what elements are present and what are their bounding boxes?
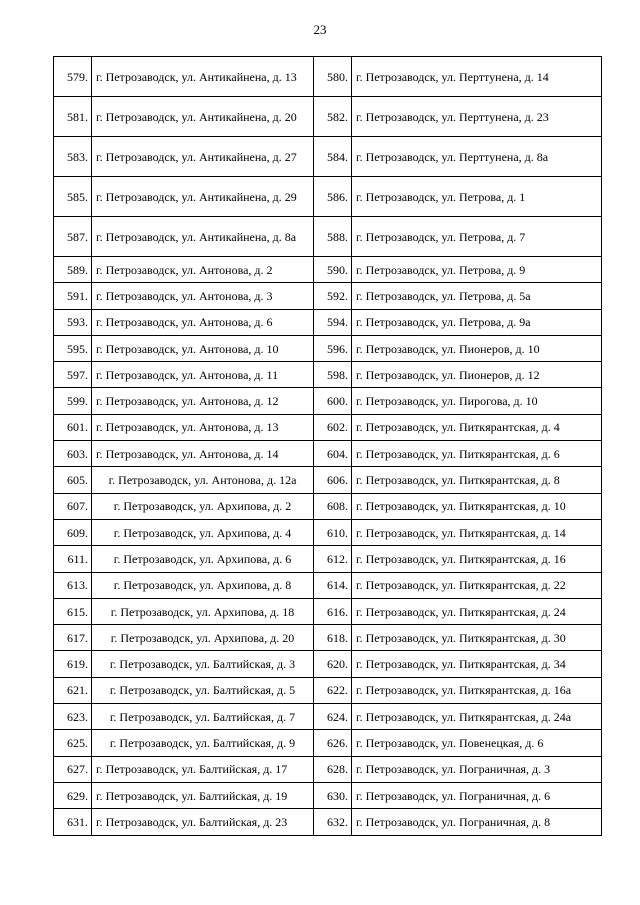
row-number-left: 617. <box>54 625 92 651</box>
address-left: г. Петрозаводск, ул. Архипова, д. 2 <box>92 493 314 519</box>
row-number-left: 603. <box>54 441 92 467</box>
row-number-left: 613. <box>54 572 92 598</box>
address-left: г. Петрозаводск, ул. Антонова, д. 10 <box>92 335 314 361</box>
table-row <box>54 730 602 756</box>
table-row <box>54 57 602 97</box>
table-row <box>54 677 602 703</box>
row-number-right: 598. <box>314 362 352 388</box>
row-number-left: 587. <box>54 217 92 257</box>
address-left: г. Петрозаводск, ул. Архипова, д. 20 <box>92 625 314 651</box>
row-number-left: 623. <box>54 704 92 730</box>
row-number-left: 591. <box>54 283 92 309</box>
row-number-left: 599. <box>54 388 92 414</box>
row-number-right: 622. <box>314 677 352 703</box>
table-row <box>54 651 602 677</box>
row-number-left: 621. <box>54 677 92 703</box>
address-left: г. Петрозаводск, ул. Антонова, д. 11 <box>92 362 314 388</box>
table-row <box>54 137 602 177</box>
row-number-left: 601. <box>54 414 92 440</box>
address-table <box>53 56 602 836</box>
row-number-right: 614. <box>314 572 352 598</box>
address-left: г. Петрозаводск, ул. Антикайнена, д. 20 <box>92 97 314 137</box>
address-left: г. Петрозаводск, ул. Антонова, д. 12а <box>92 467 314 493</box>
address-right: г. Петрозаводск, ул. Питкярантская, д. 16 <box>352 546 602 572</box>
address-left: г. Петрозаводск, ул. Антикайнена, д. 8а <box>92 217 314 257</box>
table-row <box>54 441 602 467</box>
address-right: г. Петрозаводск, ул. Питкярантская, д. 10 <box>352 493 602 519</box>
table-row <box>54 467 602 493</box>
address-left: г. Петрозаводск, ул. Антикайнена, д. 27 <box>92 137 314 177</box>
address-left: г. Петрозаводск, ул. Архипова, д. 18 <box>92 598 314 624</box>
row-number-right: 584. <box>314 137 352 177</box>
address-left: г. Петрозаводск, ул. Балтийская, д. 23 <box>92 809 314 835</box>
address-right: г. Петрозаводск, ул. Перттунена, д. 23 <box>352 97 602 137</box>
row-number-right: 586. <box>314 177 352 217</box>
address-right: г. Петрозаводск, ул. Питкярантская, д. 4 <box>352 414 602 440</box>
row-number-left: 595. <box>54 335 92 361</box>
row-number-right: 620. <box>314 651 352 677</box>
table-row <box>54 97 602 137</box>
row-number-left: 607. <box>54 493 92 519</box>
row-number-left: 619. <box>54 651 92 677</box>
address-left: г. Петрозаводск, ул. Архипова, д. 8 <box>92 572 314 598</box>
address-right: г. Петрозаводск, ул. Пионеров, д. 10 <box>352 335 602 361</box>
row-number-right: 600. <box>314 388 352 414</box>
address-right: г. Петрозаводск, ул. Повенецкая, д. 6 <box>352 730 602 756</box>
table-row <box>54 704 602 730</box>
table-row <box>54 309 602 335</box>
address-left: г. Петрозаводск, ул. Антонова, д. 13 <box>92 414 314 440</box>
row-number-left: 585. <box>54 177 92 217</box>
table-row <box>54 546 602 572</box>
address-right: г. Петрозаводск, ул. Пограничная, д. 3 <box>352 756 602 782</box>
address-right: г. Петрозаводск, ул. Перттунена, д. 14 <box>352 57 602 97</box>
table-row <box>54 283 602 309</box>
address-right: г. Петрозаводск, ул. Питкярантская, д. 8 <box>352 467 602 493</box>
address-right: г. Петрозаводск, ул. Питкярантская, д. 30 <box>352 625 602 651</box>
row-number-right: 592. <box>314 283 352 309</box>
table-row <box>54 809 602 835</box>
row-number-left: 611. <box>54 546 92 572</box>
address-right: г. Петрозаводск, ул. Петрова, д. 7 <box>352 217 602 257</box>
address-left: г. Петрозаводск, ул. Архипова, д. 6 <box>92 546 314 572</box>
row-number-left: 615. <box>54 598 92 624</box>
address-right: г. Петрозаводск, ул. Петрова, д. 5а <box>352 283 602 309</box>
table-row <box>54 217 602 257</box>
row-number-right: 582. <box>314 97 352 137</box>
address-left: г. Петрозаводск, ул. Балтийская, д. 9 <box>92 730 314 756</box>
row-number-right: 610. <box>314 519 352 545</box>
row-number-left: 581. <box>54 97 92 137</box>
row-number-left: 625. <box>54 730 92 756</box>
row-number-right: 606. <box>314 467 352 493</box>
address-right: г. Петрозаводск, ул. Пограничная, д. 8 <box>352 809 602 835</box>
table-row <box>54 362 602 388</box>
address-left: г. Петрозаводск, ул. Антонова, д. 6 <box>92 309 314 335</box>
address-table-body <box>54 57 602 836</box>
address-right: г. Петрозаводск, ул. Питкярантская, д. 14 <box>352 519 602 545</box>
address-left: г. Петрозаводск, ул. Антикайнена, д. 13 <box>92 57 314 97</box>
table-row <box>54 335 602 361</box>
row-number-left: 583. <box>54 137 92 177</box>
address-right: г. Петрозаводск, ул. Пионеров, д. 12 <box>352 362 602 388</box>
row-number-right: 616. <box>314 598 352 624</box>
address-left: г. Петрозаводск, ул. Антонова, д. 14 <box>92 441 314 467</box>
table-row <box>54 519 602 545</box>
row-number-left: 631. <box>54 809 92 835</box>
row-number-right: 632. <box>314 809 352 835</box>
row-number-right: 596. <box>314 335 352 361</box>
row-number-left: 579. <box>54 57 92 97</box>
table-row <box>54 625 602 651</box>
table-row <box>54 414 602 440</box>
row-number-right: 594. <box>314 309 352 335</box>
row-number-right: 604. <box>314 441 352 467</box>
row-number-right: 630. <box>314 782 352 808</box>
address-right: г. Петрозаводск, ул. Петрова, д. 9а <box>352 309 602 335</box>
table-row <box>54 782 602 808</box>
address-right: г. Петрозаводск, ул. Питкярантская, д. 34 <box>352 651 602 677</box>
address-left: г. Петрозаводск, ул. Архипова, д. 4 <box>92 519 314 545</box>
row-number-right: 618. <box>314 625 352 651</box>
address-right: г. Петрозаводск, ул. Перттунена, д. 8а <box>352 137 602 177</box>
row-number-right: 590. <box>314 257 352 283</box>
address-right: г. Петрозаводск, ул. Питкярантская, д. 24 <box>352 598 602 624</box>
row-number-right: 628. <box>314 756 352 782</box>
address-left: г. Петрозаводск, ул. Балтийская, д. 17 <box>92 756 314 782</box>
table-row <box>54 177 602 217</box>
address-left: г. Петрозаводск, ул. Балтийская, д. 19 <box>92 782 314 808</box>
row-number-right: 608. <box>314 493 352 519</box>
row-number-left: 597. <box>54 362 92 388</box>
table-row <box>54 493 602 519</box>
address-right: г. Петрозаводск, ул. Питкярантская, д. 16а <box>352 677 602 703</box>
address-left: г. Петрозаводск, ул. Балтийская, д. 3 <box>92 651 314 677</box>
address-left: г. Петрозаводск, ул. Антонова, д. 3 <box>92 283 314 309</box>
address-right: г. Петрозаводск, ул. Питкярантская, д. 6 <box>352 441 602 467</box>
row-number-right: 588. <box>314 217 352 257</box>
address-right: г. Петрозаводск, ул. Питкярантская, д. 24а <box>352 704 602 730</box>
address-right: г. Петрозаводск, ул. Петрова, д. 9 <box>352 257 602 283</box>
row-number-right: 612. <box>314 546 352 572</box>
table-row <box>54 756 602 782</box>
address-left: г. Петрозаводск, ул. Балтийская, д. 5 <box>92 677 314 703</box>
table-row <box>54 572 602 598</box>
address-left: г. Петрозаводск, ул. Балтийская, д. 7 <box>92 704 314 730</box>
address-right: г. Петрозаводск, ул. Пирогова, д. 10 <box>352 388 602 414</box>
row-number-right: 624. <box>314 704 352 730</box>
page-number: 23 <box>313 22 327 37</box>
address-right: г. Петрозаводск, ул. Пограничная, д. 6 <box>352 782 602 808</box>
row-number-left: 605. <box>54 467 92 493</box>
row-number-left: 627. <box>54 756 92 782</box>
row-number-left: 629. <box>54 782 92 808</box>
table-row <box>54 598 602 624</box>
row-number-right: 626. <box>314 730 352 756</box>
address-right: г. Петрозаводск, ул. Питкярантская, д. 22 <box>352 572 602 598</box>
row-number-left: 609. <box>54 519 92 545</box>
row-number-right: 602. <box>314 414 352 440</box>
address-left: г. Петрозаводск, ул. Антонова, д. 12 <box>92 388 314 414</box>
row-number-right: 580. <box>314 57 352 97</box>
address-left: г. Петрозаводск, ул. Антикайнена, д. 29 <box>92 177 314 217</box>
address-left: г. Петрозаводск, ул. Антонова, д. 2 <box>92 257 314 283</box>
table-row <box>54 257 602 283</box>
row-number-left: 593. <box>54 309 92 335</box>
table-row <box>54 388 602 414</box>
row-number-left: 589. <box>54 257 92 283</box>
address-right: г. Петрозаводск, ул. Петрова, д. 1 <box>352 177 602 217</box>
